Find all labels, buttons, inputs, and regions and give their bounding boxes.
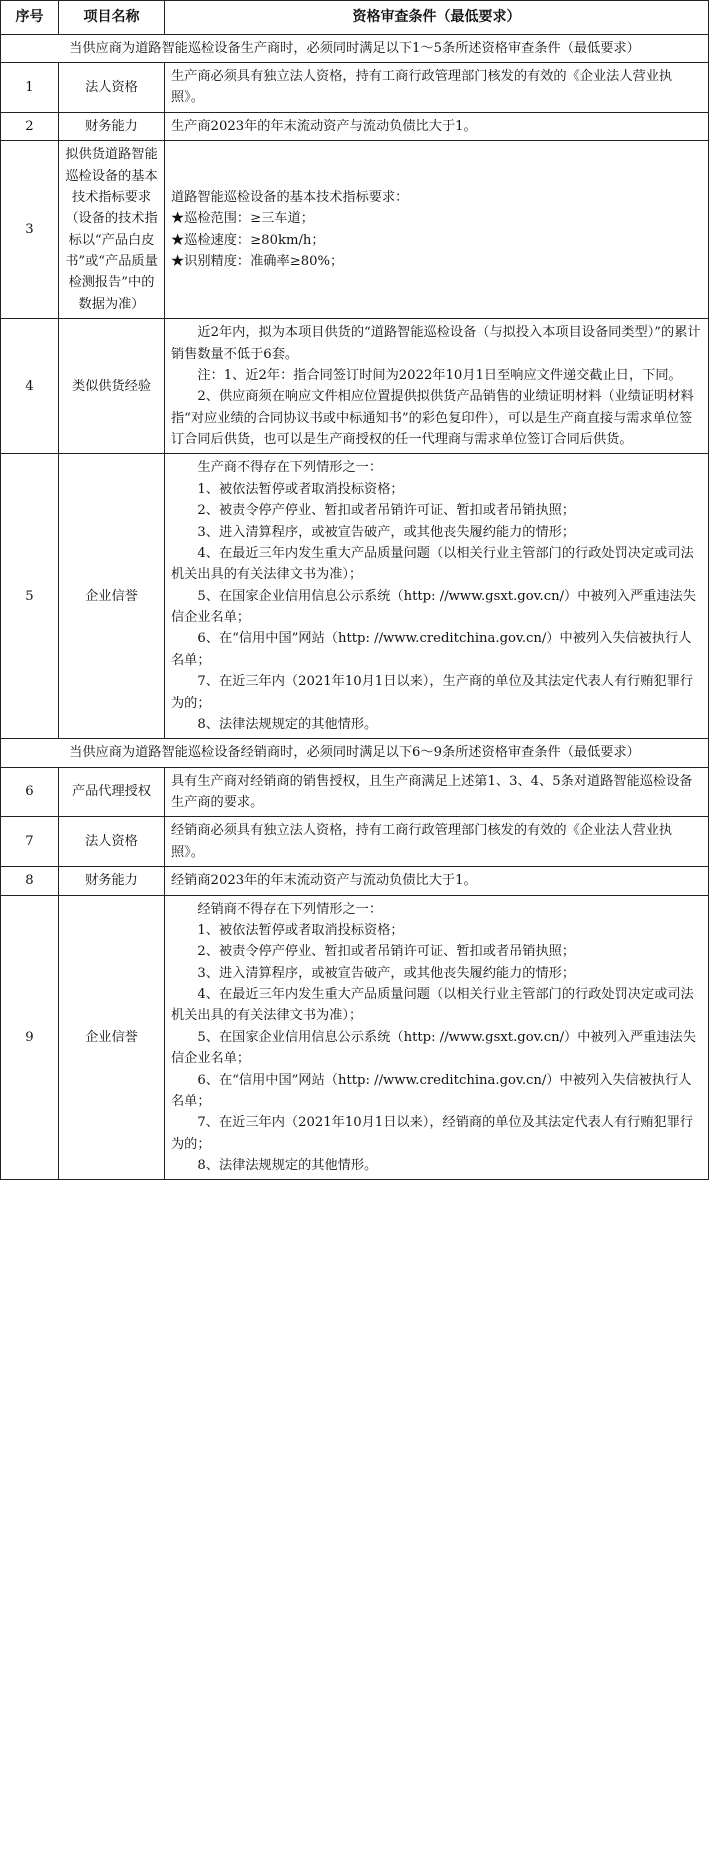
table-row (1, 454, 709, 739)
condition-line: 7、在近三年内（2021年10月1日以来），生产商的单位及其法定代表人有行贿犯罪行为的； (171, 674, 694, 711)
row-number: 1 (1, 63, 59, 113)
condition-line: ★识别精度：准确率≥80%； (171, 254, 344, 270)
condition-line: 6、在“信用中国”网站（http: //www.creditchina.gov.cn/）中被列入失信被执行人名单； (171, 1072, 692, 1109)
condition-line: 具有生产商对经销商的销售授权，且生产商满足上述第1、3、4、5条对道路智能巡检设备生产商的要求。 (171, 773, 693, 811)
condition-line: ★巡检速度：≥80km/h； (171, 232, 325, 248)
row-conditions (165, 63, 709, 113)
row-item-name: 法人资格 (59, 63, 165, 113)
condition-line: 1、被依法暂停或者取消投标资格； (197, 481, 404, 497)
condition-line: ★巡检范围：≥三车道； (171, 211, 314, 227)
section-header-row (1, 739, 709, 767)
table-row (1, 141, 709, 319)
condition-line: 3、进入清算程序，或被宣告破产，或其他丧失履约能力的情形； (197, 965, 576, 981)
row-item-name: 拟供货道路智能巡检设备的基本技术指标要求（设备的技术指标以“产品白皮书”或“产品质量检测报告”中的数据为准） (59, 141, 165, 319)
condition-line: 7、在近三年内（2021年10月1日以来），经销商的单位及其法定代表人有行贿犯罪行为的； (171, 1115, 694, 1152)
section-header-row (1, 34, 709, 62)
condition-line: 生产商2023年的年末流动资产与流动负债比大于1。 (171, 118, 477, 134)
table-row (1, 319, 709, 454)
row-number: 5 (1, 454, 59, 739)
condition-line: 4、在最近三年内发生重大产品质量问题（以相关行业主管部门的行政处罚决定或司法机关出具的有关法律文书为准）； (171, 987, 694, 1024)
condition-line: 1、被依法暂停或者取消投标资格； (197, 922, 404, 938)
table-row (1, 112, 709, 140)
condition-line: 注：1、近2年：指合同签订时间为2022年10月1日至响应文件递交截止日，下同。 (197, 367, 682, 383)
row-number: 8 (1, 867, 59, 895)
condition-line: 6、在“信用中国”网站（http: //www.creditchina.gov.cn/）中被列入失信被执行人名单； (171, 631, 692, 668)
condition-line: 5、在国家企业信用信息公示系统（http: //www.gsxt.gov.cn/）中被列入严重违法失信企业名单； (171, 1029, 696, 1067)
row-number: 3 (1, 141, 59, 319)
table-body (1, 34, 709, 1180)
condition-line: 经销商不得存在下列情形之一： (197, 901, 383, 917)
table-header-row (1, 1, 709, 35)
row-number: 9 (1, 895, 59, 1180)
condition-line: 生产商不得存在下列情形之一： (197, 460, 383, 476)
row-number: 2 (1, 112, 59, 140)
row-item-name: 财务能力 (59, 112, 165, 140)
condition-line: 生产商必须具有独立法人资格，持有工商行政管理部门核发的有效的《企业法人营业执照》。 (171, 69, 673, 106)
table-row (1, 817, 709, 867)
condition-line: 8、法律法规规定的其他情形。 (197, 1158, 378, 1174)
row-conditions (165, 112, 709, 140)
header-conditions: 资格审查条件（最低要求） (165, 1, 709, 35)
condition-line: 2、被责令停产停业、暂扣或者吊销许可证、暂扣或者吊销执照； (197, 944, 576, 960)
row-item-name: 企业信誉 (59, 454, 165, 739)
row-item-name: 财务能力 (59, 867, 165, 895)
row-number: 7 (1, 817, 59, 867)
condition-line: 经销商必须具有独立法人资格，持有工商行政管理部门核发的有效的《企业法人营业执照》。 (171, 823, 673, 860)
row-item-name: 类似供货经验 (59, 319, 165, 454)
condition-line: 5、在国家企业信用信息公示系统（http: //www.gsxt.gov.cn/）中被列入严重违法失信企业名单； (171, 588, 696, 626)
row-number: 6 (1, 767, 59, 817)
condition-line: 8、法律法规规定的其他情形。 (197, 716, 378, 732)
header-no: 序号 (1, 1, 59, 35)
row-conditions (165, 867, 709, 895)
row-conditions (165, 319, 709, 454)
row-conditions (165, 454, 709, 739)
condition-line: 2、供应商须在响应文件相应位置提供拟供货产品销售的业绩证明材料（业绩证明材料指“对应业绩的合同协议书或中标通知书”的彩色复印件），可以是生产商直接与需求单位签订合同后供货，也可以是生产商授权的任一代理商与需求单位签订合同后供货。 (171, 389, 694, 448)
row-item-name: 产品代理授权 (59, 767, 165, 817)
table-row (1, 867, 709, 895)
header-item-name: 项目名称 (59, 1, 165, 35)
condition-line: 近2年内，拟为本项目供货的“道路智能巡检设备（与拟投入本项目设备同类型）”的累计销售数量不低于6套。 (171, 325, 701, 362)
row-conditions (165, 895, 709, 1180)
condition-line: 3、进入清算程序，或被宣告破产，或其他丧失履约能力的情形； (197, 524, 576, 540)
condition-line: 道路智能巡检设备的基本技术指标要求： (171, 189, 409, 205)
table-row (1, 895, 709, 1180)
row-item-name: 企业信誉 (59, 895, 165, 1180)
section-title: 当供应商为道路智能巡检设备生产商时，必须同时满足以下1～5条所述资格审查条件（最低要求） (1, 34, 709, 62)
row-conditions (165, 141, 709, 319)
condition-line: 2、被责令停产停业、暂扣或者吊销许可证、暂扣或者吊销执照； (197, 503, 576, 519)
table-row (1, 767, 709, 817)
section-title: 当供应商为道路智能巡检设备经销商时，必须同时满足以下6～9条所述资格审查条件（最低要求） (1, 739, 709, 767)
row-conditions (165, 767, 709, 817)
condition-line: 经销商2023年的年末流动资产与流动负债比大于1。 (171, 873, 477, 889)
table-row (1, 63, 709, 113)
row-conditions (165, 817, 709, 867)
condition-line: 4、在最近三年内发生重大产品质量问题（以相关行业主管部门的行政处罚决定或司法机关出具的有关法律文书为准）； (171, 545, 694, 583)
row-item-name: 法人资格 (59, 817, 165, 867)
row-number: 4 (1, 319, 59, 454)
